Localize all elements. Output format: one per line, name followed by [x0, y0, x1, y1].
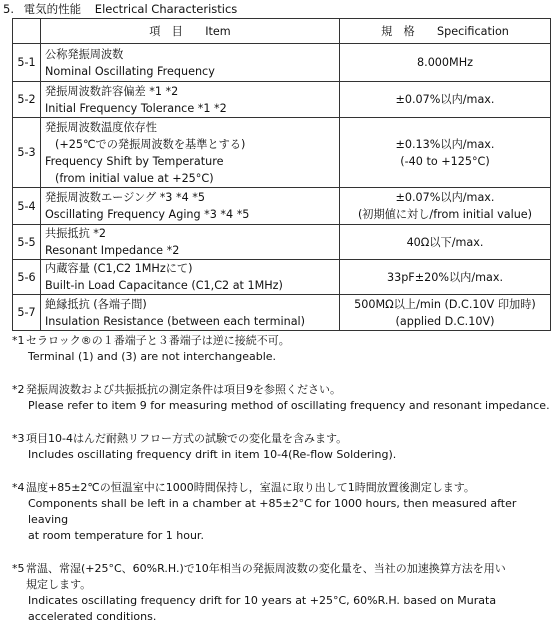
footnote-en-cont: accelerated conditions.: [28, 610, 157, 623]
row-spec: [340, 82, 551, 118]
item-jp: 共振抵抗 *2: [45, 227, 107, 240]
electrical-characteristics-table: [12, 18, 551, 331]
item-en: Built-in Load Capacitance (C1,C2 at 1MHz): [45, 279, 283, 292]
row-number: 5-3: [13, 118, 41, 188]
table-header-row: [13, 19, 551, 44]
footnote-en: Terminal (1) and (3) are not interchangeable.: [28, 350, 277, 363]
header-no-cell: [13, 19, 41, 44]
footnote-jp: 温度+85±2℃の恒温室中に1000時間保持し，室温に取り出して1時間放置後測定します。: [26, 481, 475, 494]
spec-value: 40Ω以下/max.: [406, 235, 484, 249]
item-jp: 公称発振周波数: [45, 47, 124, 61]
section-title-en: Electrical Characteristics: [94, 2, 238, 16]
row-number: 5-7: [13, 295, 41, 331]
footnote: [12, 333, 552, 365]
footnote-mark: *4: [12, 481, 25, 494]
row-item: [41, 260, 340, 295]
table-row: [13, 82, 551, 118]
row-item: [41, 82, 340, 118]
spec-value: 8.000MHz: [417, 56, 473, 69]
table-row: [13, 260, 551, 295]
footnote: [12, 561, 552, 625]
section-title-jp: 電気的性能: [23, 2, 82, 16]
row-item: [41, 225, 340, 260]
row-item: [41, 295, 340, 331]
spec-value: 33pF±20%以内/max.: [386, 270, 504, 284]
item-jp: 絶縁抵抗 (各端子間): [45, 297, 147, 311]
footnote-en: Components shall be left in a chamber at +85±2°C for 1000 hours, then measured after leaving: [28, 497, 517, 526]
footnote: [12, 431, 552, 463]
row-spec: [340, 44, 551, 82]
row-spec: [340, 225, 551, 260]
row-spec: [340, 260, 551, 295]
item-en-sub: (from initial value at +25°C): [55, 171, 214, 185]
header-spec-cell: 規 格 Specification: [340, 19, 551, 44]
item-en: Oscillating Frequency Aging *3 *4 *5: [45, 208, 250, 221]
item-en: Frequency Shift by Temperature: [45, 154, 224, 168]
item-jp: 発振周波数エージング *3 *4 *5: [45, 191, 205, 204]
footnote-en: Indicates oscillating frequency drift for 10 years at +25°C, 60%R.H. based on Murata: [28, 594, 497, 607]
footnote-jp: 発振周波数および共振抵抗の測定条件は項目9を参照ください。: [26, 383, 341, 396]
spec-value: ±0.07%以内/max.: [395, 191, 495, 204]
table-row: [13, 295, 551, 331]
footnote-mark: *1: [12, 334, 25, 347]
item-jp: 発振周波数温度依存性: [45, 120, 157, 134]
row-number: 5-4: [13, 188, 41, 225]
table-row: [13, 118, 551, 188]
item-jp-sub: (+25℃での発振周波数を基準とする): [55, 137, 246, 151]
footnote-jp-cont: 規定します。: [26, 578, 92, 591]
row-spec: [340, 118, 551, 188]
row-number: 5-5: [13, 225, 41, 260]
spec-value: ±0.13%以内/max.: [395, 137, 495, 151]
spec-value-sub: (applied D.C.10V): [395, 314, 495, 328]
table-row: [13, 225, 551, 260]
section-heading: [3, 2, 237, 16]
footnote: [12, 382, 552, 414]
item-en: Resonant Impedance *2: [45, 244, 180, 257]
footnote-en: Includes oscillating frequency drift in item 10-4(Re-flow Soldering).: [28, 448, 397, 461]
footnote: [12, 480, 552, 544]
row-item: [41, 188, 340, 225]
footnote-jp: 常温、常湿(+25°C、60%R.H.)で10年相当の発振周波数の変化量を、当社の加速換算方法を用い: [26, 562, 506, 575]
item-en: Initial Frequency Tolerance *1 *2: [45, 101, 227, 115]
item-en: Nominal Oscillating Frequency: [45, 64, 215, 78]
item-jp: 発振周波数許容偏差 *1 *2: [45, 84, 179, 98]
item-jp: 内蔵容量 (C1,C2 1MHzにて): [45, 262, 193, 275]
row-spec: [340, 295, 551, 331]
footnote-en-cont: at room temperature for 1 hour.: [28, 529, 204, 542]
footnote-jp: セラロック®の１番端子と３番端子は逆に接続不可。: [26, 334, 290, 347]
footnote-en: Please refer to item 9 for measuring method of oscillating frequency and resonant impedance.: [28, 399, 550, 412]
footnotes: [12, 333, 552, 625]
spec-value: 500MΩ以上/min (D.C.10V 印加時): [354, 297, 536, 311]
section-number: 5.: [3, 2, 14, 16]
footnote-mark: *3: [12, 432, 25, 445]
row-item: [41, 118, 340, 188]
spec-value-sub: (-40 to +125°C): [400, 154, 490, 168]
row-number: 5-2: [13, 82, 41, 118]
row-number: 5-6: [13, 260, 41, 295]
row-number: 5-1: [13, 44, 41, 82]
table-row: [13, 188, 551, 225]
spec-value-sub: (初期値に対し/from initial value): [357, 208, 533, 221]
row-item: [41, 44, 340, 82]
footnote-mark: *2: [12, 383, 25, 396]
row-spec: [340, 188, 551, 225]
table-row: [13, 44, 551, 82]
item-en: Insulation Resistance (between each terminal): [45, 314, 306, 328]
header-item-cell: 項 目 Item: [41, 19, 340, 44]
footnote-jp: 項目10-4はんだ耐熱リフロー方式の試験での変化量を含みます。: [26, 432, 348, 445]
footnote-mark: *5: [12, 562, 25, 575]
spec-value: ±0.07%以内/max.: [395, 93, 495, 106]
